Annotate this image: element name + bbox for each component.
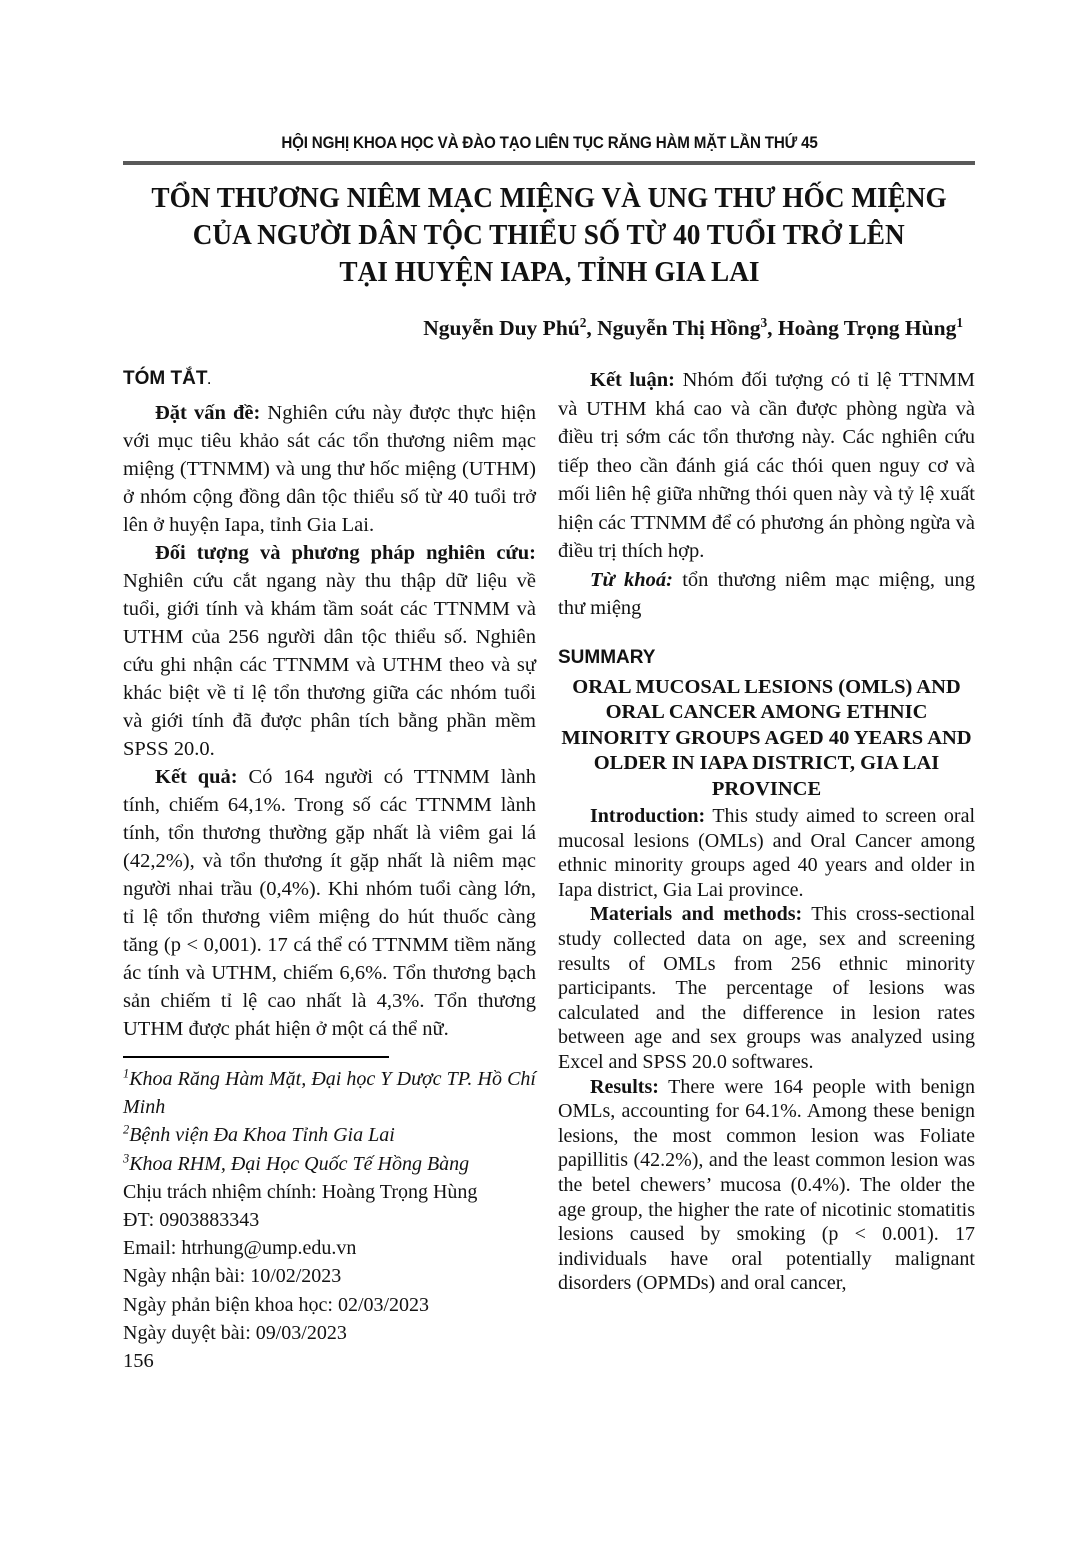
summary-paragraph-introduction	[558, 804, 975, 902]
footnote-line-reviewed: Ngày phản biện khoa học: 02/03/2023	[123, 1293, 430, 1316]
author-1-name: Nguyễn Duy Phú	[423, 316, 580, 340]
author-2-superscript: 3	[760, 314, 768, 330]
summary-heading: SUMMARY	[558, 646, 656, 668]
title-line-2	[110, 217, 988, 254]
footnote-divider	[123, 1056, 389, 1058]
summary-paragraph-results	[558, 1075, 975, 1296]
authors-line	[123, 316, 963, 341]
paragraph-lead: Kết quả:	[155, 766, 238, 788]
paragraph-text: This cross-sectional study collected data on age, sex and screening results of OMLs from 256 ethnic minority participants. The percentage of lesions was calculated and the difference in lesion rates between age and sex groups was analyzed using Excel and SPSS 20.0 softwares.	[558, 903, 975, 1073]
paragraph-text: Nghiên cứu cắt ngang này thu thập dữ liệu về tuổi, giới tính và khám tầm soát các TTNMM và UTHM của 256 người dân tộc thiểu số. Nghiên cứu ghi nhận các TTNMM và UTHM theo và sự khác biệt về tỉ lệ tổn thương giữa các nhóm tuổi và giới tính đã được phân tích bằng phần mềm SPSS 20.0.	[123, 570, 536, 760]
paragraph-text: There were 164 people with benign OMLs, accounting for 64.1%. Among these benign lesions, the most common lesion was Foliate papillitis (42.2%), and the least common lesion was the betel chewers’ mucosa (0.4%). The older the age group, the higher the rate of nicotinic stomatitis lesions caused by smoking (p < 0.001). 17 individuals have oral potentially malignant disorders (OPMDs) and oral cancer,	[558, 1075, 976, 1295]
author-separator: ,	[586, 316, 598, 340]
affiliation-2-text: Bệnh viện Đa Khoa Tỉnh Gia Lai	[129, 1124, 395, 1147]
left-column	[123, 366, 536, 1347]
author-3-name: Hoàng Trọng Hùng	[777, 316, 957, 340]
paragraph-text: Nhóm đối tượng có tỉ lệ TTNMM và UTHM khá cao và cần được phòng ngừa và điều trị sớm các tổn thương này. Các nghiên cứu tiếp theo cần đánh giá các thói quen nguy cơ và mối liên hệ giữa những thói quen này và tỷ lệ xuất hiện các TTNMM để có phương án phòng ngừa và điều trị thích hợp.	[558, 369, 976, 562]
affiliation-3-superscript: 3	[123, 1150, 130, 1165]
conclusion-paragraph	[558, 366, 975, 566]
title-line-3	[110, 254, 988, 291]
author-1-superscript: 2	[579, 314, 587, 330]
keywords-text: tổn thương niêm mạc miệng, ung thư miệng	[558, 568, 975, 619]
title-line-3-text: TẠI HUYỆN IAPA, TỈNH GIA LAI	[338, 256, 760, 288]
affiliation-1	[123, 1065, 536, 1121]
paragraph-text: Có 164 người có TTNMM lành tính, chiếm 64,1%. Trong số các TTNMM lành tính, tổn thương thường gặp nhất là viêm gai lá (42,2%), và tổn thương ít gặp nhất là niêm mạc người nhai trầu (0,4%). Khi nhóm tuổi càng lớn, tỉ lệ tổn thương viêm miệng do hút thuốc càng tăng (p < 0,001). 17 cá thể có TTNMM tiềm năng ác tính và UTHM, chiếm 6,6%. Tổn thương bạch sản chiếm tỉ lệ cao nhất là 4,3%. Tổn thương UTHM được phát hiện ở một cá thể nữ.	[123, 766, 537, 1040]
affiliation-2-superscript: 2	[123, 1122, 130, 1137]
footnote-line-email: Email: htrhung@ump.edu.vn	[123, 1237, 357, 1260]
footnote-line-received: Ngày nhận bài: 10/02/2023	[123, 1265, 342, 1288]
affiliation-1-superscript: 1	[123, 1066, 130, 1081]
title-line-2-text: CỦA NGƯỜI DÂN TỘC THIỂU SỐ TỪ 40 TUỔI TRỞ LÊN	[193, 219, 905, 251]
author-separator: ,	[767, 316, 778, 340]
paragraph-lead: Materials and methods:	[590, 903, 803, 926]
right-column	[558, 366, 975, 1347]
abstract-heading	[123, 366, 536, 393]
header-rule	[123, 161, 975, 165]
author-3-superscript: 1	[956, 314, 963, 330]
author-1	[423, 316, 597, 340]
running-head	[119, 134, 979, 153]
page-number: 156	[123, 1350, 154, 1372]
affiliation-2	[123, 1121, 536, 1149]
running-head-text: HỘI NGHỊ KHOA HỌC VÀ ĐÀO TẠO LIÊN TỤC RĂNG HÀM MẶT LẦN THỨ 45	[280, 134, 818, 152]
footnote-block	[123, 1056, 536, 1347]
content-columns	[123, 366, 975, 1347]
title-line-1	[110, 180, 988, 217]
keywords-lead: Từ khoá:	[590, 568, 673, 591]
footnote-line-corresponding: Chịu trách nhiệm chính: Hoàng Trọng Hùng	[123, 1180, 478, 1203]
summary-paragraph-methods	[558, 902, 975, 1074]
footnote-line-accepted: Ngày duyệt bài: 09/03/2023	[123, 1321, 347, 1344]
affiliation-1-text: Khoa Răng Hàm Mặt, Đại học Y Dược TP. Hồ Chí Minh	[123, 1068, 536, 1119]
paragraph-text: Nghiên cứu này được thực hiện với mục tiêu khảo sát các tổn thương niêm mạc miệng (TTNMM) và ung thư hốc miệng (UTHM) ở nhóm cộng đồng dân tộc thiểu số từ 40 tuổi trở lên ở huyện Iapa, tỉnh Gia Lai.	[123, 402, 536, 536]
paragraph-lead: Đối tượng và phương pháp nghiên cứu:	[155, 542, 536, 564]
paragraph-lead: Kết luận:	[590, 369, 676, 391]
author-3	[778, 316, 963, 340]
article-title	[110, 180, 988, 291]
summary-title: ORAL MUCOSAL LESIONS (OMLS) AND ORAL CANCER AMONG ETHNIC MINORITY GROUPS AGED 40 YEARS AND OLDER IN IAPA DISTRICT, GIA LAI PROVINCE	[561, 675, 972, 800]
abstract-paragraph-results	[123, 763, 536, 1043]
author-2-name: Nguyễn Thị Hồng	[597, 316, 761, 340]
affiliation-3	[123, 1150, 536, 1178]
author-2	[597, 316, 778, 340]
abstract-heading-dot: .	[207, 373, 211, 387]
abstract-heading-text: TÓM TẮT	[123, 368, 208, 389]
paragraph-lead: Introduction:	[590, 805, 706, 827]
paragraph-lead: Đặt vấn đề:	[155, 402, 261, 424]
keywords-paragraph	[558, 566, 975, 623]
affiliation-3-text: Khoa RHM, Đại Học Quốc Tế Hồng Bàng	[129, 1152, 470, 1175]
abstract-paragraph-background	[123, 399, 536, 539]
abstract-paragraph-methods	[123, 539, 536, 763]
paragraph-lead: Results:	[590, 1075, 659, 1098]
title-line-1-text: TỔN THƯƠNG NIÊM MẠC MIỆNG VÀ UNG THƯ HỐC MIỆNG	[151, 182, 947, 214]
footnote-line-phone: ĐT: 0903883343	[123, 1209, 260, 1232]
paragraph-text: This study aimed to screen oral mucosal lesions (OMLs) and Oral Cancer among ethnic minority groups aged 40 years and older in Iapa district, Gia Lai province.	[558, 805, 976, 901]
